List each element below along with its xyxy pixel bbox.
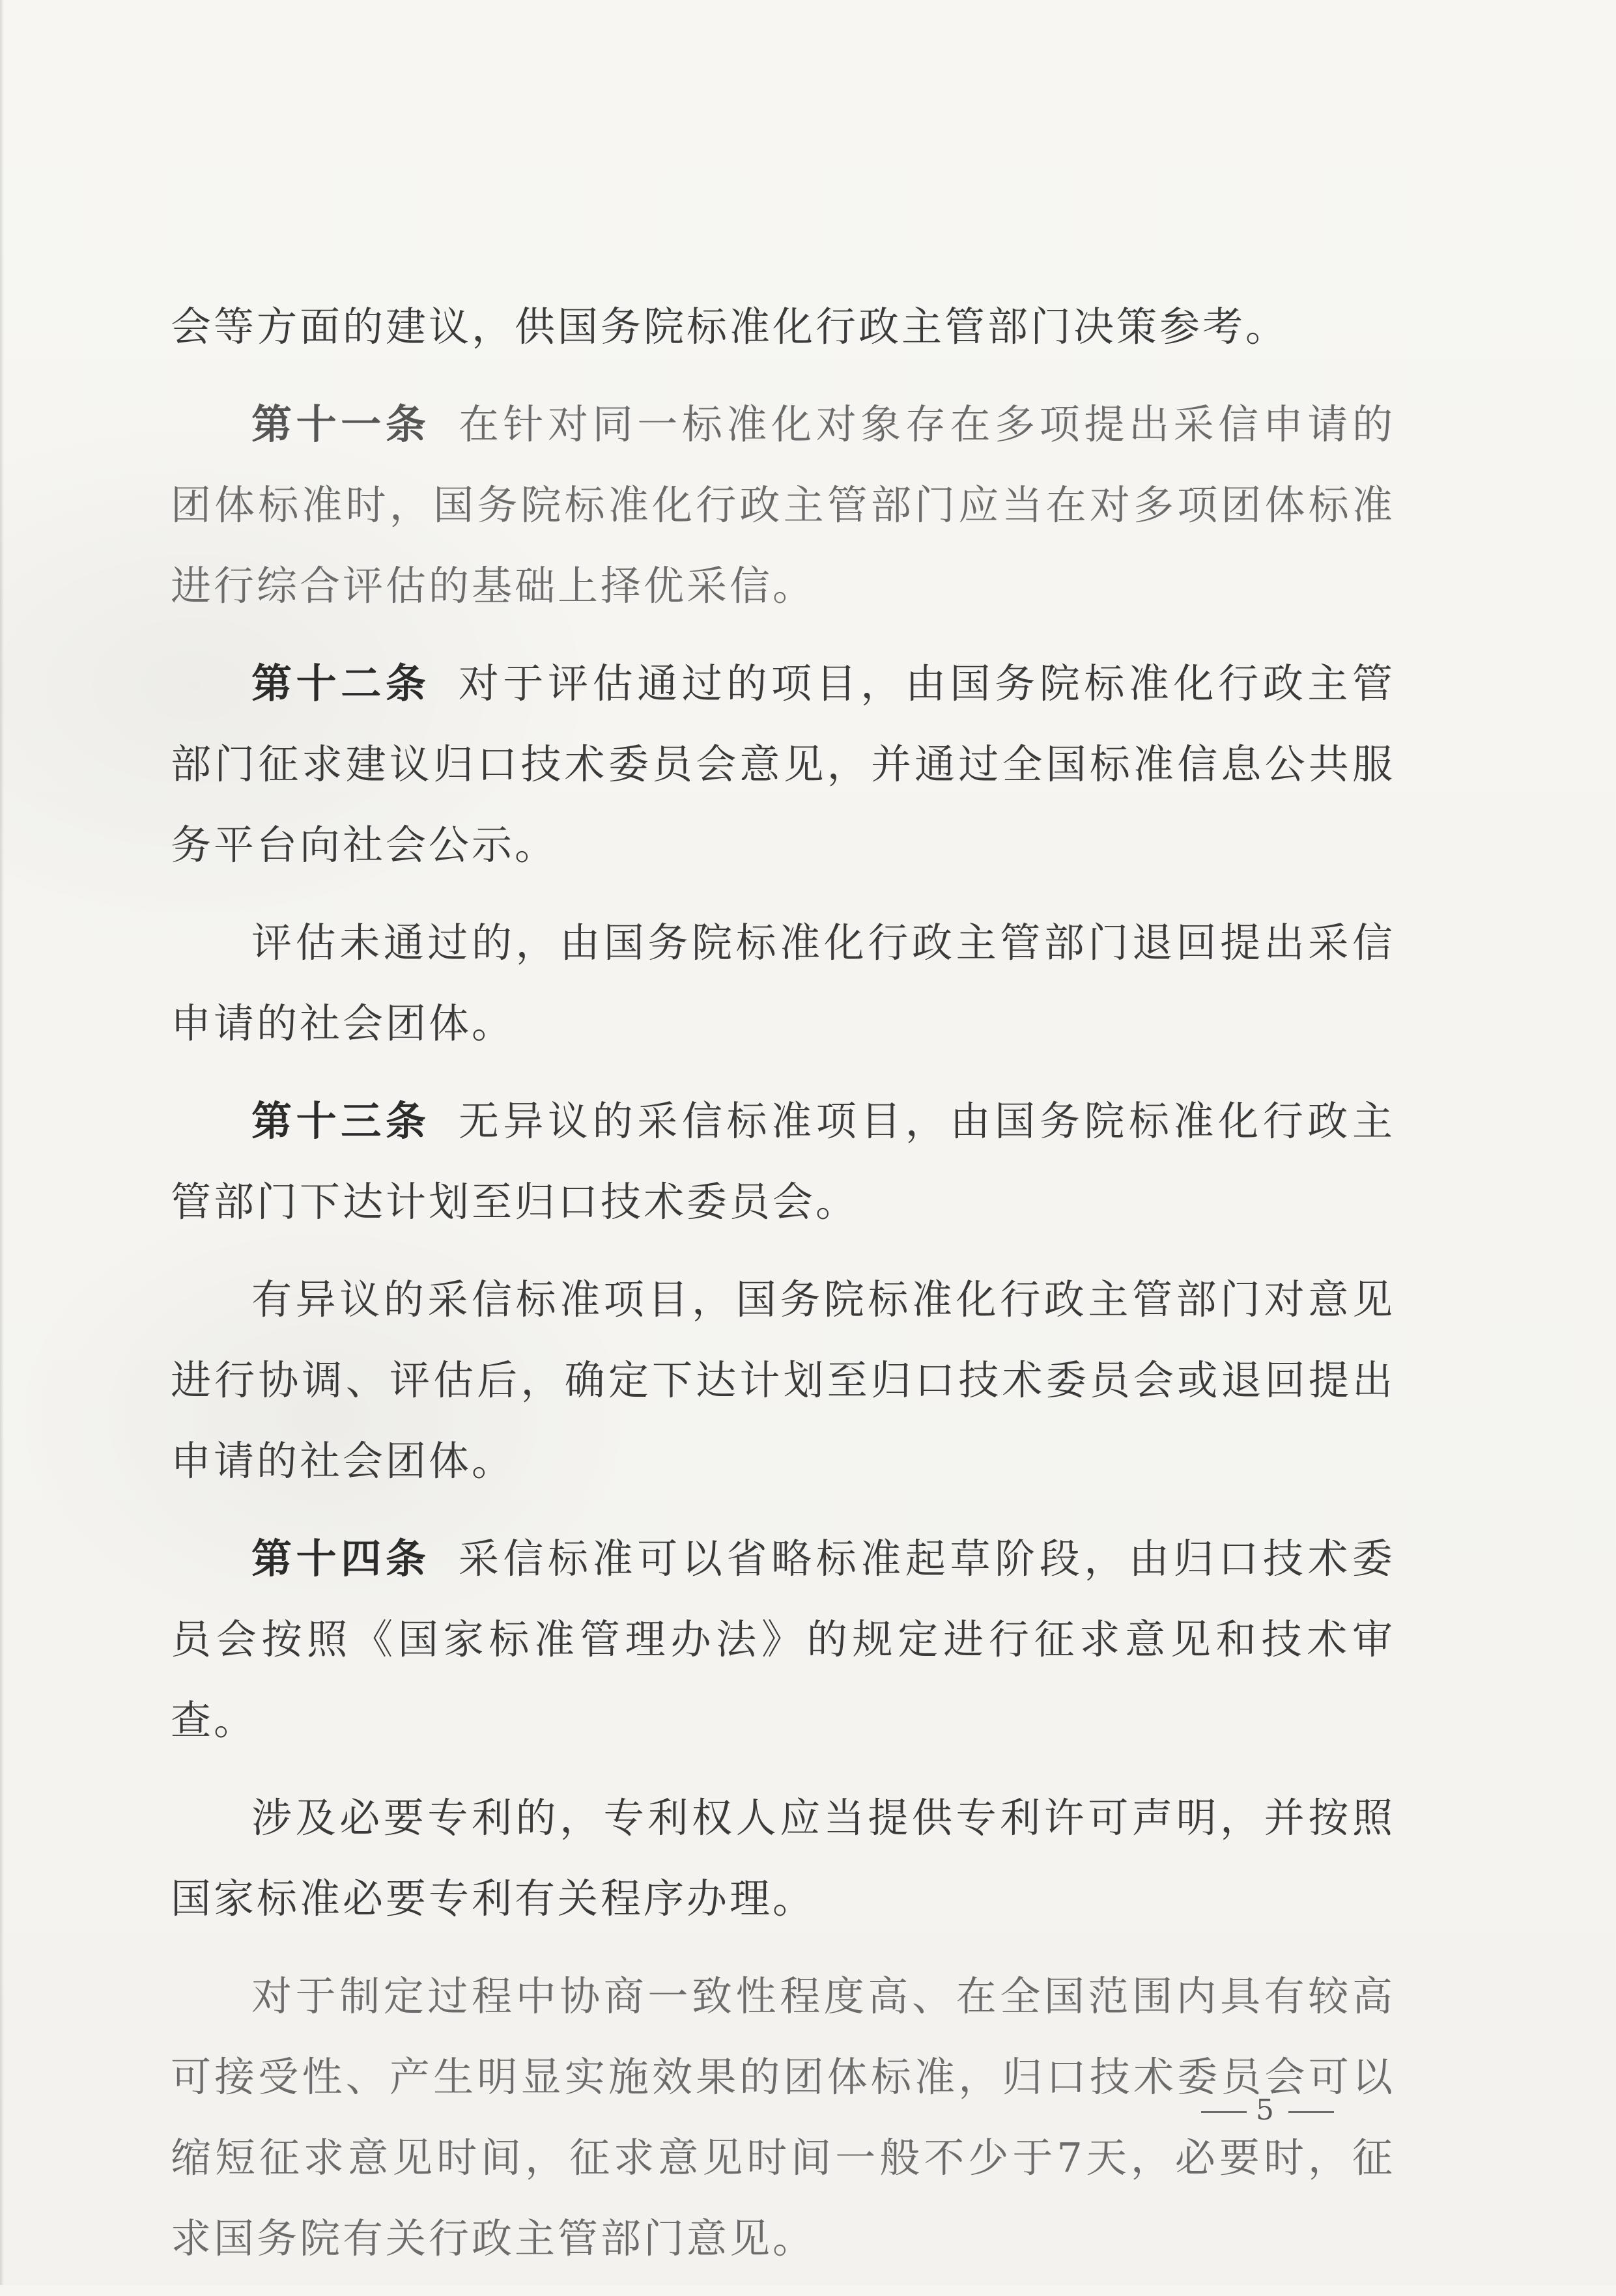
article-heading: 第十一条 xyxy=(251,400,431,448)
article-heading: 第十三条 xyxy=(251,1097,431,1145)
page-number xyxy=(1192,2093,1343,2127)
article-13 xyxy=(171,1081,1395,1242)
paragraph-continuation xyxy=(171,287,1395,367)
document-body xyxy=(171,287,1395,2296)
paragraph-text: 会等方面的建议，供国务院标准化行政主管部门决策参考。 xyxy=(171,303,1289,350)
paragraph-text: 有异议的采信标准项目，国务院标准化行政主管部门对意见进行协调、评估后，确定下达计划至归口技术委员会或退回提出申请的社会团体。 xyxy=(171,1276,1395,1485)
article-heading: 第十二条 xyxy=(251,660,431,707)
paragraph-text: 对于制定过程中协商一致性程度高、在全国范围内具有较高可接受性、产生明显实施效果的团体标准，归口技术委员会可以缩短征求意见时间，征求意见时间一般不少于7天，必要时，征求国务院有关行政主管部门意见。 xyxy=(171,1972,1395,2262)
article-11 xyxy=(171,384,1395,626)
paragraph-text: 采信标准可以省略标准起草阶段，由归口技术委员会按照《国家标准管理办法》的规定进行征求意见和技术审查。 xyxy=(171,1535,1395,1744)
paragraph xyxy=(171,1778,1395,1939)
paragraph-text: 涉及必要专利的，专利权人应当提供专利许可声明，并按照国家标准必要专利有关程序办理。 xyxy=(171,1794,1395,1922)
page-number-dash-left xyxy=(1201,2111,1247,2113)
page-number-dash-right xyxy=(1288,2111,1334,2113)
paragraph-text: 评估未通过的，由国务院标准化行政主管部门退回提出采信申请的社会团体。 xyxy=(171,919,1395,1047)
paragraph xyxy=(171,903,1395,1064)
page-number-value: 5 xyxy=(1256,2093,1279,2127)
paragraph-text: 对于评估通过的项目，由国务院标准化行政主管部门征求建议归口技术委员会意见，并通过全国标准信息公共服务平台向社会公示。 xyxy=(171,660,1395,869)
article-14 xyxy=(171,1519,1395,1761)
article-heading: 第十四条 xyxy=(251,1535,431,1582)
article-12 xyxy=(171,643,1395,886)
paragraph-text: 无异议的采信标准项目，由国务院标准化行政主管部门下达计划至归口技术委员会。 xyxy=(171,1097,1395,1225)
paragraph xyxy=(171,1259,1395,1502)
paragraph-text: 在针对同一标准化对象存在多项提出采信申请的团体标准时，国务院标准化行政主管部门应当在对多项团体标准进行综合评估的基础上择优采信。 xyxy=(171,400,1395,609)
scan-edge-shadow xyxy=(0,0,4,2285)
